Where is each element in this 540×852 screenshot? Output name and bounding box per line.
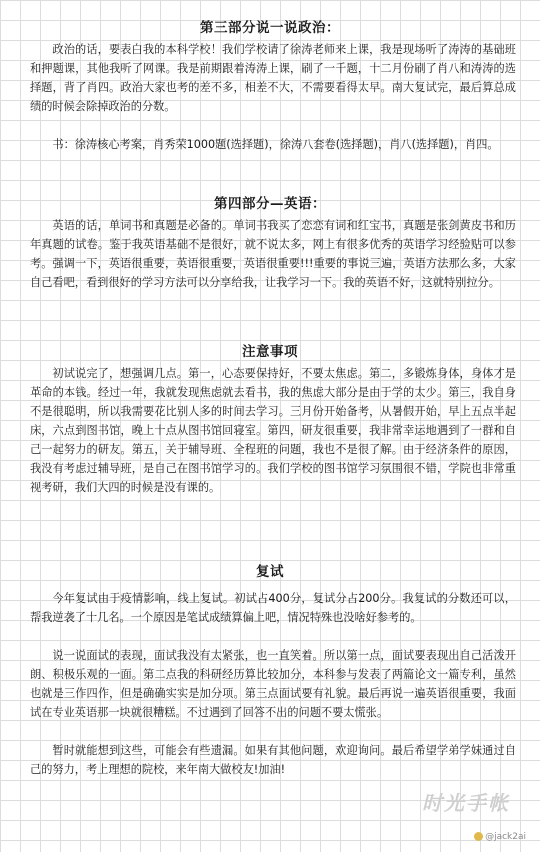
retest-paragraph-3: 暂时就能想到这些，可能会有些遗漏。如果有其他问题，欢迎询问。最后希望学弟学妹通过自己的努力，考上理想的院校，来年南大做校友!加油!: [30, 744, 516, 776]
weibo-icon: [474, 832, 483, 841]
weibo-handle: @jack2ai: [485, 832, 526, 842]
notes-paragraph: 初试说完了，想强调几点。第一，心态要保持好，不要太焦虑。第二，多锻炼身体，身体才是革命的本钱。经过一年，我就发现焦虑就去看书，我的焦虑大部分是由于学的太少。第三，我自身不是很聪明，所以我需要花比别人多的时间去学习。三月份开始备考，从暑假开始，早上五点半起床，六点到图书馆，晚上十点从图书馆回寝室。第四，研友很重要，我非常幸运地遇到了一群和自己一起努力的研友。第五，关于辅导班、全程班的问题，我也不是很了解。由于经济条件的原因，我没有考虑过辅导班，是自己在图书馆学习的。我们学校的图书馆学习氛围很不错，学院也非常重视考研，我们大四的时候是没有课的。: [30, 367, 516, 494]
retest-paragraph-1: 今年复试由于疫情影响，线上复试。初试占400分，复试分占200分。我复试的分数还可以，帮我逆袭了十几名。一个原因是笔试成绩算偏上吧，情况特殊也没啥好参考的。: [30, 592, 516, 624]
section-heading-notes: 注意事项: [242, 344, 298, 360]
section-heading-english: 第四部分—英语：: [214, 196, 326, 212]
politics-paragraph: 政治的话，要表白我的本科学校！我们学校请了徐涛老师来上课，我是现场听了涛涛的基础班和押题课，其他我听了网课。我是前期跟着涛涛上课，刷了一千题，十二月份刷了肖八和涛涛的选择题，背了肖四。政治大家也考的差不多，相差不大，不需要看得太早。南大复试完，最后算总成绩的时候会除掉政治的分数。: [30, 43, 516, 113]
section-heading-retest: 复试: [256, 564, 284, 580]
retest-paragraph-2: 说一说面试的表现，面试我没有太紧张，也一直笑着。所以第一点，面试要表现出自己活泼开朗、积极乐观的一面。第二点我的科研经历算比较加分，本科参与发表了两篇论文一篇专利，虽然也就是三作四作，但是确确实实是加分项。第三点面试要有礼貌。最后再说一遍英语很重要，我面试在专业英语那一块就很糟糕。不过遇到了回答不出的问题不要太慌张。: [30, 649, 516, 719]
weibo-credit: [474, 832, 526, 842]
english-paragraph: 英语的话，单词书和真题是必备的。单词书我买了恋恋有词和红宝书，真题是张剑黄皮书和历年真题的试卷。鉴于我英语基础不是很好，就不说太多，网上有很多优秀的英语学习经验贴可以参考。强调一下，英语很重要，英语很重要，英语很重要!!!重要的事说三遍，英语方法那么多，大家自己看吧，看到很好的学习方法可以分享给我，让我学习一下。我的英语不好，这就特别拉分。: [30, 219, 516, 289]
politics-books-paragraph: 书：徐涛核心考案，肖秀荣1000题(选择题)，徐涛八套卷(选择题)，肖八(选择题)，肖四。: [52, 138, 499, 151]
section-heading-politics: 第三部分说一说政治：: [200, 20, 340, 36]
watermark: 时光手帐: [422, 791, 510, 815]
